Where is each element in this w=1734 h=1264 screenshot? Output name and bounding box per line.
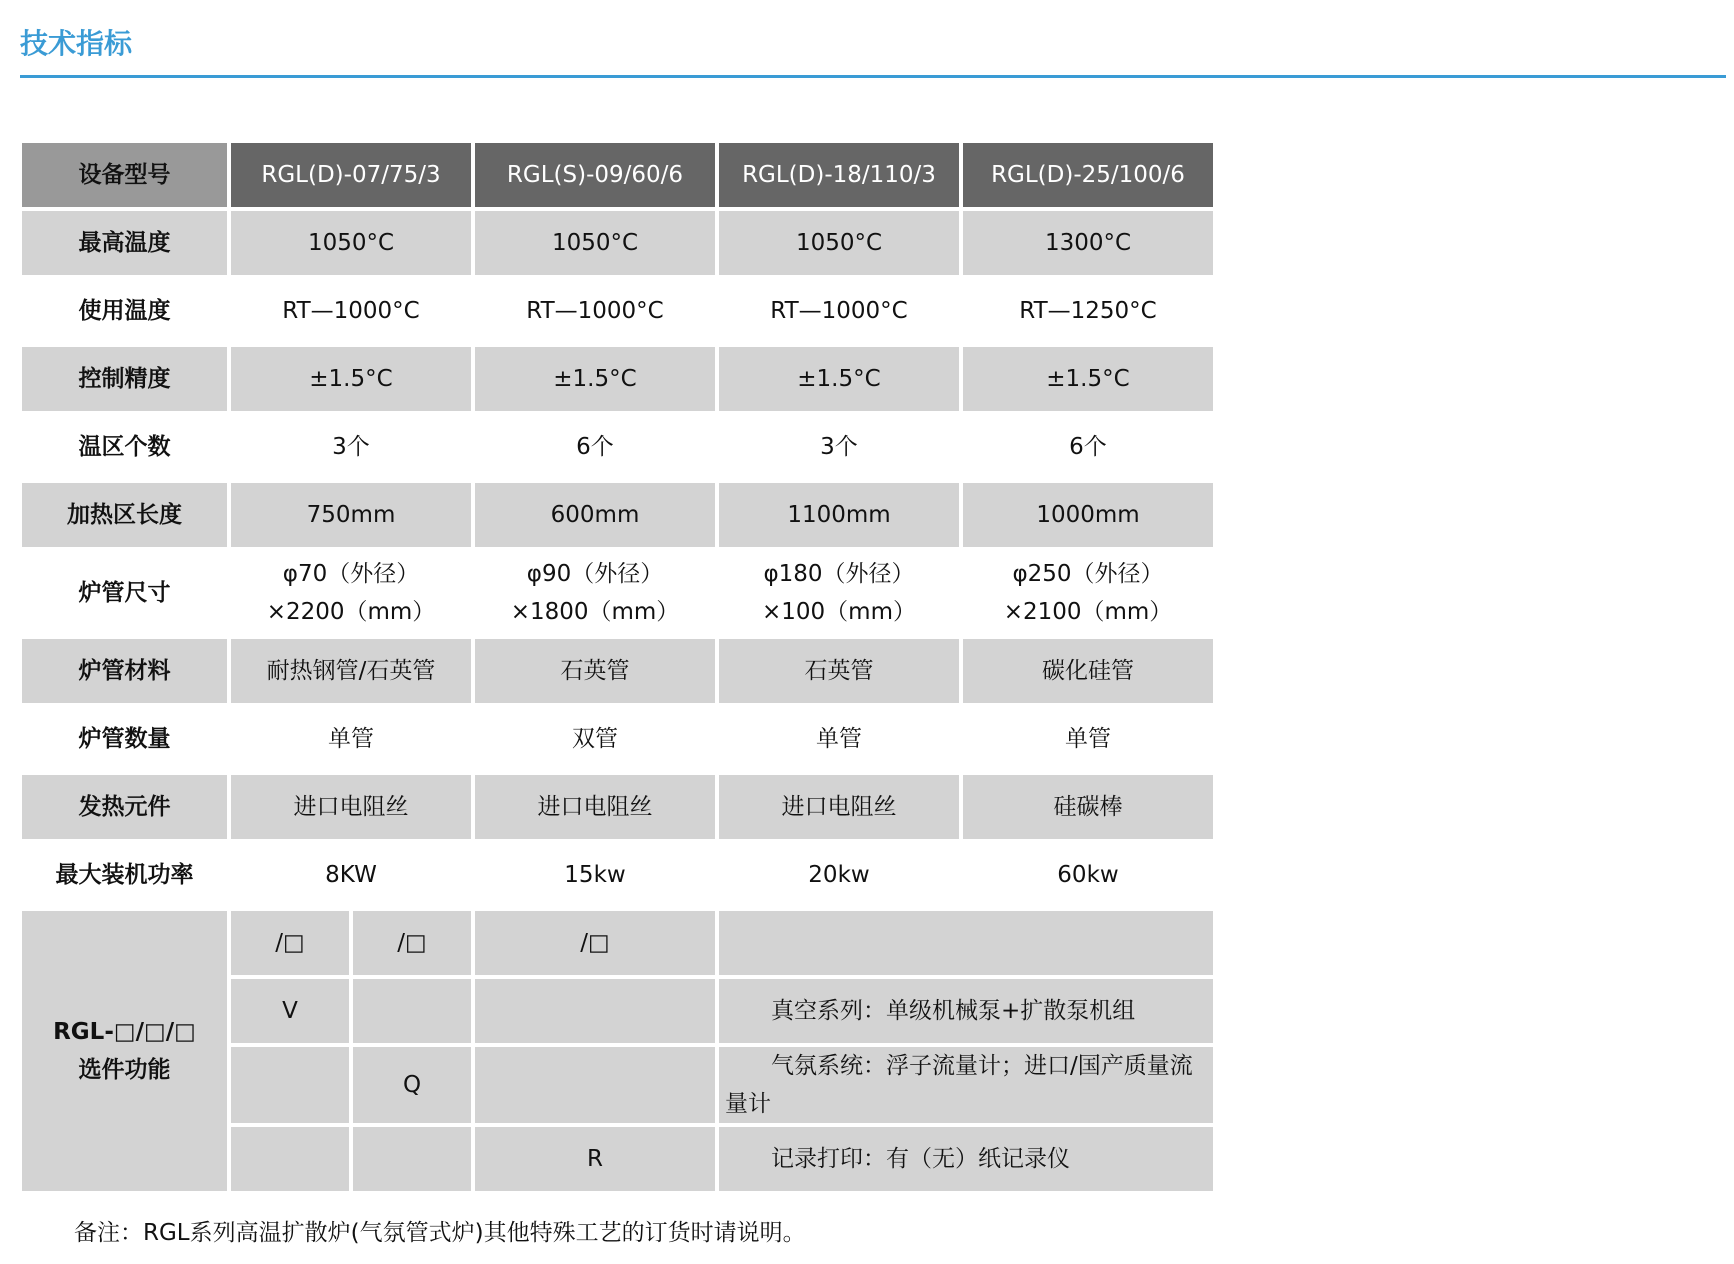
option-desc (719, 911, 1213, 975)
model-header: RGL(D)-25/100/6 (963, 143, 1213, 207)
table-row (22, 347, 1213, 411)
table-cell: RT—1000°C (475, 279, 715, 343)
table-cell: 1050°C (719, 211, 959, 275)
table-cell: 1300°C (963, 211, 1213, 275)
table-row (22, 775, 1213, 839)
table-cell: 单管 (231, 707, 471, 771)
table-cell: 6个 (963, 415, 1213, 479)
option-cell (475, 979, 715, 1043)
option-cell: /□ (231, 911, 349, 975)
title-divider (20, 75, 1726, 78)
table-row (22, 279, 1213, 343)
table-cell: RT—1250°C (963, 279, 1213, 343)
option-cell: Q (353, 1047, 471, 1123)
table-row (22, 483, 1213, 547)
table-cell: 20kw (719, 843, 959, 907)
model-header: RGL(D)-18/110/3 (719, 143, 959, 207)
table-cell: RT—1000°C (231, 279, 471, 343)
option-cell (231, 1127, 349, 1191)
option-cell: /□ (475, 911, 715, 975)
table-cell: 750mm (231, 483, 471, 547)
table-cell: 15kw (475, 843, 715, 907)
table-cell: 600mm (475, 483, 715, 547)
table-cell: ±1.5°C (231, 347, 471, 411)
table-header-row (22, 143, 1213, 207)
row-label: 炉管数量 (22, 707, 227, 771)
row-label: 最大装机功率 (22, 843, 227, 907)
table-cell: 8KW (231, 843, 471, 907)
table-cell: φ90（外径） ×1800（mm） (475, 551, 715, 635)
row-label: 加热区长度 (22, 483, 227, 547)
table-cell: 3个 (719, 415, 959, 479)
row-label: 温区个数 (22, 415, 227, 479)
section-title: 技术指标 (20, 27, 133, 60)
option-cell: R (475, 1127, 715, 1191)
table-cell: 单管 (719, 707, 959, 771)
option-desc: 记录打印：有（无）纸记录仪 (719, 1127, 1213, 1191)
table-cell: ±1.5°C (475, 347, 715, 411)
table-row (22, 211, 1213, 275)
option-cell: V (231, 979, 349, 1043)
table-cell: 1100mm (719, 483, 959, 547)
table-cell: 1000mm (963, 483, 1213, 547)
table-cell: 石英管 (475, 639, 715, 703)
table-cell: 进口电阻丝 (475, 775, 715, 839)
table-cell: 硅碳棒 (963, 775, 1213, 839)
option-cell (231, 1047, 349, 1123)
table-cell: ±1.5°C (963, 347, 1213, 411)
footnote: 备注：RGL系列高温扩散炉(气氛管式炉)其他特殊工艺的订货时请说明。 (74, 1220, 806, 1246)
table-cell: 3个 (231, 415, 471, 479)
row-label: 炉管材料 (22, 639, 227, 703)
table-row (22, 551, 1213, 635)
options-label: RGL-□/□/□ 选件功能 (22, 911, 227, 1191)
table-row (22, 639, 1213, 703)
table-cell: 双管 (475, 707, 715, 771)
table-cell: 1050°C (475, 211, 715, 275)
table-cell: φ250（外径） ×2100（mm） (963, 551, 1213, 635)
table-cell: 石英管 (719, 639, 959, 703)
option-cell (353, 979, 471, 1043)
option-row (22, 911, 1213, 975)
row-label: 炉管尺寸 (22, 551, 227, 635)
table-cell: 单管 (963, 707, 1213, 771)
table-row (22, 415, 1213, 479)
table-cell: 1050°C (231, 211, 471, 275)
row-label: 发热元件 (22, 775, 227, 839)
table-cell: 进口电阻丝 (231, 775, 471, 839)
table-cell: 耐热钢管/石英管 (231, 639, 471, 703)
option-cell (475, 1047, 715, 1123)
option-cell (353, 1127, 471, 1191)
option-cell: /□ (353, 911, 471, 975)
table-row (22, 843, 1213, 907)
model-header: RGL(S)-09/60/6 (475, 143, 715, 207)
table-cell: φ180（外径） ×100（mm） (719, 551, 959, 635)
table-cell: ±1.5°C (719, 347, 959, 411)
table-row (22, 707, 1213, 771)
table-cell: RT—1000°C (719, 279, 959, 343)
option-desc: 真空系列：单级机械泵+扩散泵机组 (719, 979, 1213, 1043)
model-header: RGL(D)-07/75/3 (231, 143, 471, 207)
table-cell: 碳化硅管 (963, 639, 1213, 703)
row-label: 使用温度 (22, 279, 227, 343)
spec-table (18, 139, 1217, 1195)
table-cell: 进口电阻丝 (719, 775, 959, 839)
table-cell: 6个 (475, 415, 715, 479)
table-cell: φ70（外径） ×2200（mm） (231, 551, 471, 635)
row-label: 控制精度 (22, 347, 227, 411)
table-cell: 60kw (963, 843, 1213, 907)
option-desc: 气氛系统：浮子流量计；进口/国产质量流 量计 (719, 1047, 1213, 1123)
header-label: 设备型号 (22, 143, 227, 207)
row-label: 最高温度 (22, 211, 227, 275)
